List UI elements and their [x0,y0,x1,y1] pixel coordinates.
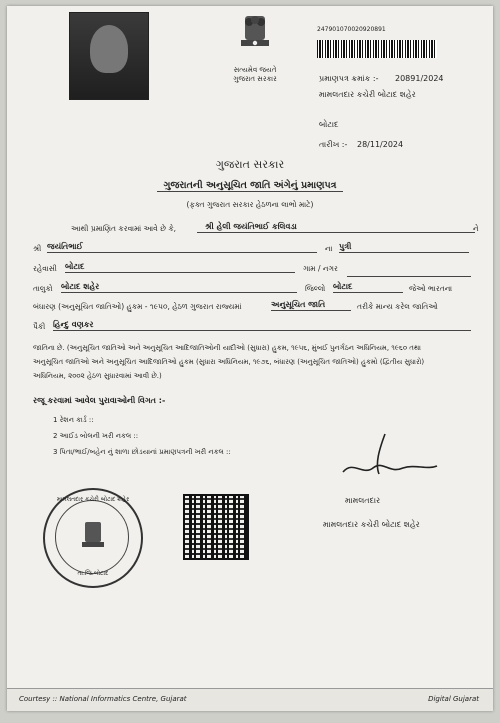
footer [7,688,493,711]
issue-date: 28/11/2024 [357,140,404,149]
seal-bottom-text: તા.જિ.બોટાદ [77,570,109,577]
date-label: તારીખ :- [319,140,348,149]
district-label: જિલ્લો [305,284,326,293]
govt-title: ગુજરાત સરકાર [215,158,285,171]
footer-courtesy: Courtesy :: National Informatics Centre, Gujarat [19,695,187,703]
taluka: બોટાદ શહેર [61,282,297,293]
certificate-title: ગુજરાતની અનુસૂચિત જાતિ અંગેનું પ્રમાણપત્ર [157,180,343,192]
relation-label: ના [325,244,333,253]
legal-text-line1: જાતિના છે. (અનુસૂચિત જાતિઓ અને અનુસૂચિત આદિજાતિઓની યાદીઓ (સુધારા) હુકમ, ૧૯૫૬, મુંબઈ પુનર્ગઠન અધિનિયમ, ૧૯૬૦ તથા [33,344,421,352]
recognized-text: તરીકે માન્ય કરેલ જાતિઓ [357,302,438,311]
certify-label: આથી પ્રમાણિત કરવામાં આવે છે કે, [71,224,177,233]
father-name: જયંતિભાઈ [47,242,317,253]
constitution-text: બંધારણ (અનુસૂચિત જાતિઓ) હુકમ - ૧૯૫૦, હેઠળ ગુજરાત રાજ્યમાં [33,302,242,311]
issue-place: બોટાદ [319,120,339,129]
barcode [317,40,437,58]
signatory-title: મામલતદાર [345,496,381,505]
residence-label: રહેવાસી [33,264,57,273]
signature-mark [323,430,443,490]
state-label: જેઓ ભારતના [409,284,453,293]
emblem-motto: સત્યમેવ જયતે [233,66,277,74]
cert-no-label: પ્રમાણપત્ર ક્રમાંક :- [319,74,379,83]
barcode-number: 247901070020920891 [317,26,386,33]
office-seal [43,488,143,588]
legal-text-line3: અધિનિયમ, ૨૦૦૨ હેઠળ સુધારવામાં આવી છે.) [33,372,162,380]
proof-item: 3 પિતા/ભાઈ/બહેન નું શાળા છોડયાનાં પ્રમાણપત્રની ખરી નકલ :: [53,448,231,456]
legal-text-line2: અનુસૂચિત જાતિઓ અને અનુસૂચિત આદિજાતિઓ હુકમ (સુધારા અધિનિયમ, ૧૯૭૬, બંધારણ (અનુસૂચિત જાતિઓ) હુકમો (દ્વિતીય સુધારો) [33,358,425,366]
applicant-photo [69,12,149,100]
caste-type: અનુસૂચિત જાતિ [271,300,351,311]
proof-item: 1 રેશન કાર્ડ :: [53,416,94,424]
seal-text: મામલતદાર કચેરી બોટાદ શહેર [56,496,130,503]
relation: પુત્રી [339,242,469,253]
father-prefix: શ્રી [33,244,42,253]
certificate-subtitle: (ફક્ત ગુજરાત સરકાર હેઠળના લાભો માટે) [186,200,314,209]
certificate-page [7,6,493,711]
emblem-icon [75,518,111,554]
village-line [347,276,471,277]
proof-item: 2 આઈડ બોલની ખરી નકલ :: [53,432,139,440]
caste-name: હિન્દુ વણકર [53,320,471,331]
village-label: ગામ / નગર [303,264,338,273]
national-emblem-icon [229,12,281,64]
footer-brand: Digital Gujarat [428,695,479,703]
issuing-office: મામલતદાર કચેરી બોટાદ શહેર [319,90,416,99]
cert-no: 20891/2024 [395,74,444,83]
qr-code [183,494,249,560]
taluka-label: તાલુકો [33,284,53,293]
residence: બોટાદ [65,262,295,273]
name-suffix: ને [473,224,479,233]
applicant-name: શ્રી હેલી જયંતિભાઈ કલિવડા [197,222,475,233]
caste-prefix: પૈકી [33,322,46,331]
signatory-office: મામલતદાર કચેરી બોટાદ શહેર [323,520,420,529]
emblem-govt: ગુજરાત સરકાર [233,75,277,83]
proofs-heading: રજૂ કરવામાં આવેલ પુરાવાઓની વિગત :- [33,396,166,405]
district: બોટાદ [333,282,403,293]
